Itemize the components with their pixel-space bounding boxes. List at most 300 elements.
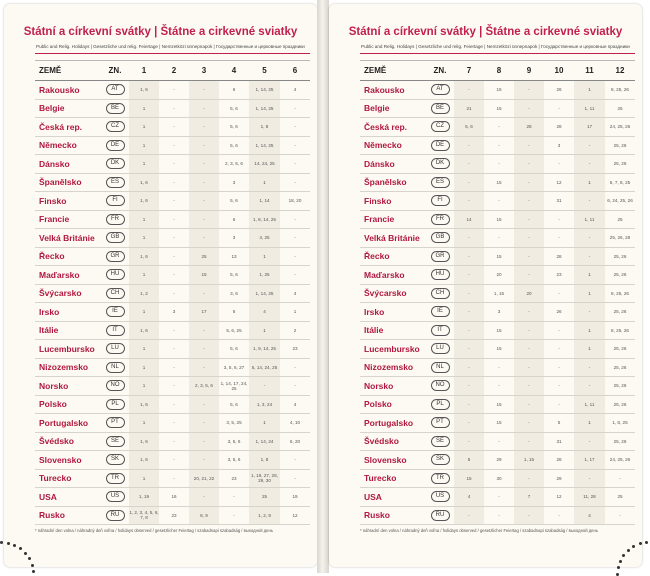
holiday-dates-cell: 12 (544, 488, 574, 507)
holiday-dates-cell: - (189, 451, 219, 470)
holiday-dates-cell: - (574, 192, 605, 211)
holiday-dates-cell: - (189, 155, 219, 174)
holiday-dates-cell: 21 (454, 99, 484, 118)
holiday-dates-cell: - (189, 321, 219, 340)
holiday-dates-cell: 25 (249, 488, 280, 507)
country-name: Velká Británie (35, 229, 101, 248)
corner-dot (617, 566, 620, 569)
table-row (35, 432, 310, 451)
holiday-dates-cell: 31 (544, 192, 574, 211)
holiday-dates-cell: 4 (454, 488, 484, 507)
holiday-dates-cell: 2, 3, 5, 6 (189, 377, 219, 396)
footnote: * náhradní den volna / náhradný deň voľna / holidays observed / gesetzlicher Feiertag / szabadnapi szabadság / выходной день (360, 528, 599, 533)
holiday-dates-cell: - (159, 210, 189, 229)
table-row (360, 414, 635, 433)
country-name: Španělsko (360, 173, 426, 192)
holiday-dates-cell: 28 (544, 451, 574, 470)
country-name: Itálie (35, 321, 101, 340)
holiday-dates-cell: 1, 11 (574, 395, 605, 414)
holiday-dates-cell: 2, 3, 5, 6 (219, 155, 249, 174)
country-code-badge: SE (106, 436, 125, 447)
holiday-dates-cell: - (454, 303, 484, 322)
table-row (360, 340, 635, 359)
holiday-dates-cell: 5 (454, 451, 484, 470)
holiday-dates-cell: 1, 8 (249, 118, 280, 137)
holiday-dates-cell: 1, 8, 25 (605, 414, 635, 433)
holiday-dates-cell: - (605, 506, 635, 525)
holiday-dates-cell: - (159, 99, 189, 118)
corner-dot (13, 544, 16, 547)
country-code-badge: RU (431, 510, 450, 521)
country-code-badge: NL (106, 362, 125, 373)
holiday-dates-cell: 6, 20 (280, 432, 310, 451)
holiday-dates-cell: - (189, 340, 219, 359)
holiday-dates-cell: 1 (129, 99, 159, 118)
holiday-dates-cell: 3, 5, 25 (219, 414, 249, 433)
holiday-dates-cell: - (159, 358, 189, 377)
holiday-dates-cell: 8, 9 (189, 506, 219, 525)
country-name: Portugalsko (360, 414, 426, 433)
holiday-dates-cell: 1, 14 (249, 192, 280, 211)
holiday-dates-cell: - (514, 469, 544, 488)
holiday-dates-cell: 5, 6 (454, 118, 484, 137)
holiday-dates-cell: 3 (219, 229, 249, 248)
holiday-dates-cell: - (574, 358, 605, 377)
holiday-dates-cell: - (574, 377, 605, 396)
holiday-table-jan-jun (35, 60, 310, 525)
holiday-dates-cell: 31 (544, 432, 574, 451)
country-name: USA (35, 488, 101, 507)
holiday-dates-cell: 1 (249, 247, 280, 266)
table-row (35, 118, 310, 137)
table-row (35, 469, 310, 488)
country-code-badge: IT (106, 325, 125, 336)
country-code-badge: BE (106, 103, 125, 114)
holiday-dates-cell: 4, 10 (280, 414, 310, 433)
country-code-cell (426, 414, 454, 433)
holiday-dates-cell: 1, 6 (129, 395, 159, 414)
holiday-dates-cell: 1, 6 (129, 247, 159, 266)
country-name: Itálie (360, 321, 426, 340)
corner-dot (31, 564, 34, 567)
country-code-badge: FR (106, 214, 125, 225)
holiday-dates-cell: - (454, 432, 484, 451)
holiday-dates-cell: 8, 25, 26 (605, 284, 635, 303)
country-name: Řecko (360, 247, 426, 266)
table-row (360, 266, 635, 285)
country-code-cell (426, 432, 454, 451)
corner-dot (28, 557, 31, 560)
holiday-dates-cell: 3, 5, 6 (219, 451, 249, 470)
column-header-month: 3 (189, 61, 219, 81)
holiday-dates-cell: - (280, 118, 310, 137)
table-row (35, 488, 310, 507)
table-row (35, 266, 310, 285)
holiday-dates-cell: - (484, 118, 514, 137)
holiday-dates-cell: - (454, 414, 484, 433)
corner-dots-right (608, 520, 650, 573)
right-page (329, 4, 642, 567)
table-row (35, 210, 310, 229)
holiday-dates-cell: - (514, 266, 544, 285)
holiday-dates-cell: 4 (280, 395, 310, 414)
country-code-cell (101, 358, 129, 377)
holiday-dates-cell: 15 (484, 210, 514, 229)
holiday-dates-cell: 1, 2, 3, 4, 5, 6, 7, 8 (129, 506, 159, 525)
holiday-dates-cell: - (454, 321, 484, 340)
holiday-dates-cell: 25, 26 (605, 358, 635, 377)
holiday-dates-cell: 1 (249, 321, 280, 340)
holiday-dates-cell: 1 (129, 340, 159, 359)
holiday-dates-cell: - (514, 210, 544, 229)
table-row (360, 210, 635, 229)
column-header-month: 1 (129, 61, 159, 81)
holiday-dates-cell: - (280, 155, 310, 174)
holiday-dates-cell: - (189, 99, 219, 118)
holiday-dates-cell: - (454, 229, 484, 248)
holiday-dates-cell: 25, 26 (605, 303, 635, 322)
country-name: Dánsko (35, 155, 101, 174)
holiday-dates-cell: - (159, 469, 189, 488)
country-code-cell (101, 173, 129, 192)
country-code-cell (101, 155, 129, 174)
holiday-dates-cell: - (159, 377, 189, 396)
holiday-dates-cell: - (159, 284, 189, 303)
holiday-dates-cell: - (484, 192, 514, 211)
holiday-dates-cell: 1, 6 (129, 192, 159, 211)
column-header-month: 6 (280, 61, 310, 81)
country-code-badge: ES (431, 177, 450, 188)
country-code-cell (101, 192, 129, 211)
country-name: Velká Británie (360, 229, 426, 248)
page-subtitle: Public and Relig. Holidays | Gesetzliche und relig. Feiertage | Nemzetközi ünnepnapok | Государственные и церковные праздники (361, 44, 630, 49)
holiday-dates-cell: 1, 6 (129, 432, 159, 451)
table-row (360, 229, 635, 248)
holiday-dates-cell: 25, 26 (605, 155, 635, 174)
country-code-badge: GR (106, 251, 125, 262)
country-code-badge: ES (106, 177, 125, 188)
country-code-cell (426, 155, 454, 174)
holiday-dates-cell: 25, 26 (605, 247, 635, 266)
holiday-dates-cell: - (454, 173, 484, 192)
country-name: Lucembursko (35, 340, 101, 359)
holiday-dates-cell: - (280, 229, 310, 248)
holiday-dates-cell: 25, 26 (605, 395, 635, 414)
country-name: Irsko (360, 303, 426, 322)
holiday-dates-cell: 4 (280, 81, 310, 100)
holiday-dates-cell: - (280, 99, 310, 118)
table-row (360, 99, 635, 118)
holiday-dates-cell: 1, 6 (129, 321, 159, 340)
holiday-dates-cell: 12 (280, 506, 310, 525)
country-code-cell (426, 192, 454, 211)
holiday-dates-cell: 5, 6 (219, 136, 249, 155)
page-subtitle: Public and Relig. Holidays | Gesetzliche und relig. Feiertage | Nemzetközi ünnepnapok | Государственные и церковные праздники (36, 44, 305, 49)
country-code-cell (101, 210, 129, 229)
holiday-dates-cell: 1, 14, 25 (249, 99, 280, 118)
country-code-cell (426, 506, 454, 525)
table-row (35, 303, 310, 322)
holiday-dates-cell: 29 (544, 469, 574, 488)
holiday-dates-cell: - (544, 358, 574, 377)
holiday-dates-cell: 1, 14, 25 (249, 136, 280, 155)
table-row (35, 377, 310, 396)
holiday-dates-cell: 3 (484, 303, 514, 322)
holiday-dates-cell: 23 (219, 469, 249, 488)
holiday-dates-cell: - (454, 266, 484, 285)
country-code-cell (426, 469, 454, 488)
holiday-dates-cell: 1, 14, 17, 24, 25 (219, 377, 249, 396)
holiday-dates-cell: 1 (129, 266, 159, 285)
holiday-dates-cell: - (159, 321, 189, 340)
holiday-dates-cell: 5, 14, 24, 25 (249, 358, 280, 377)
holiday-dates-cell: - (514, 81, 544, 100)
holiday-dates-cell: 1, 19 (129, 488, 159, 507)
country-code-cell (101, 247, 129, 266)
holiday-dates-cell: 1 (129, 210, 159, 229)
table-row (35, 136, 310, 155)
column-header-country: ZEMĚ (35, 61, 101, 81)
holiday-dates-cell: 7 (514, 488, 544, 507)
holiday-dates-cell: 17 (189, 303, 219, 322)
country-code-badge: DE (431, 140, 450, 151)
holiday-dates-cell: - (484, 506, 514, 525)
holiday-dates-cell: - (484, 358, 514, 377)
holiday-dates-cell: - (605, 469, 635, 488)
holiday-dates-cell: - (544, 321, 574, 340)
holiday-dates-cell: - (189, 488, 219, 507)
holiday-dates-cell: 15 (189, 266, 219, 285)
holiday-dates-cell: - (189, 81, 219, 100)
holiday-dates-cell: 6, 7, 8, 25 (605, 173, 635, 192)
country-name: Nizozemsko (35, 358, 101, 377)
column-header-month: 10 (544, 61, 574, 81)
holiday-dates-cell: 3, 5, 6 (219, 432, 249, 451)
holiday-dates-cell: 1 (129, 358, 159, 377)
country-code-badge: TR (431, 473, 450, 484)
country-name: Norsko (360, 377, 426, 396)
holiday-dates-cell: - (280, 266, 310, 285)
holiday-dates-cell: 1, 11 (574, 99, 605, 118)
country-code-cell (426, 229, 454, 248)
country-code-badge: AT (431, 84, 450, 95)
country-code-cell (426, 377, 454, 396)
book-spine (317, 0, 329, 573)
country-name: Polsko (360, 395, 426, 414)
table-row (35, 247, 310, 266)
holiday-dates-cell: 1 (129, 229, 159, 248)
country-code-badge: LU (431, 343, 450, 354)
holiday-dates-cell: 1 (129, 136, 159, 155)
holiday-dates-cell: - (159, 432, 189, 451)
holiday-dates-cell: 3, 5, 6, 27 (219, 358, 249, 377)
corner-dot (19, 547, 22, 550)
country-code-badge: PT (106, 417, 125, 428)
corner-dot (622, 554, 625, 557)
holiday-dates-cell: - (574, 432, 605, 451)
country-code-cell (426, 321, 454, 340)
country-code-badge: DE (106, 140, 125, 151)
corner-dots-left (0, 520, 40, 573)
holiday-dates-cell: - (544, 229, 574, 248)
country-code-cell (101, 506, 129, 525)
holiday-dates-cell: - (544, 155, 574, 174)
country-code-badge: IE (431, 306, 450, 317)
country-code-cell (426, 210, 454, 229)
country-code-badge: HU (431, 269, 450, 280)
table-row (360, 81, 635, 100)
country-code-badge: NO (106, 380, 125, 391)
country-code-cell (101, 488, 129, 507)
table-row (360, 284, 635, 303)
country-code-badge: NL (431, 362, 450, 373)
holiday-dates-cell: - (484, 488, 514, 507)
column-header-month: 5 (249, 61, 280, 81)
country-code-badge: GB (431, 232, 450, 243)
column-header-country: ZEMĚ (360, 61, 426, 81)
column-header-month: 12 (605, 61, 635, 81)
page-title: Státní a církevní svátky | Štátne a cirkevné sviatky (348, 26, 623, 38)
holiday-dates-cell: - (514, 136, 544, 155)
holiday-dates-cell: 5, 6 (219, 340, 249, 359)
table-row (35, 414, 310, 433)
country-code-cell (101, 229, 129, 248)
holiday-dates-cell: - (219, 506, 249, 525)
corner-dot (645, 541, 648, 544)
holiday-dates-cell: - (544, 340, 574, 359)
country-code-badge: US (431, 491, 450, 502)
country-name: Finsko (360, 192, 426, 211)
country-code-badge: PT (431, 417, 450, 428)
holiday-dates-cell: - (514, 229, 544, 248)
column-header-month: 4 (219, 61, 249, 81)
holiday-dates-cell: - (454, 377, 484, 396)
holiday-dates-cell: - (574, 247, 605, 266)
country-code-cell (101, 81, 129, 100)
holiday-dates-cell: 5, 6 (219, 266, 249, 285)
country-code-badge: IT (431, 325, 450, 336)
holiday-dates-cell: - (159, 173, 189, 192)
holiday-dates-cell: - (454, 358, 484, 377)
holiday-dates-cell: 20, 21, 22 (189, 469, 219, 488)
holiday-dates-cell: 23 (544, 266, 574, 285)
holiday-dates-cell: - (544, 506, 574, 525)
holiday-dates-cell: 1 (129, 155, 159, 174)
country-code-cell (101, 340, 129, 359)
table-row (35, 395, 310, 414)
table-row (35, 81, 310, 100)
holiday-dates-cell: 15 (484, 247, 514, 266)
country-code-badge: IE (106, 306, 125, 317)
holiday-dates-cell: - (159, 266, 189, 285)
holiday-dates-cell: - (574, 155, 605, 174)
holiday-dates-cell: - (189, 414, 219, 433)
column-header-month: 7 (454, 61, 484, 81)
country-code-cell (101, 321, 129, 340)
country-name: Slovensko (360, 451, 426, 470)
column-header-month: 2 (159, 61, 189, 81)
holiday-dates-cell: - (514, 303, 544, 322)
country-code-cell (426, 284, 454, 303)
country-name: Řecko (35, 247, 101, 266)
country-name: Turecko (35, 469, 101, 488)
holiday-dates-cell: - (544, 377, 574, 396)
table-row (35, 340, 310, 359)
holiday-dates-cell: 28 (544, 118, 574, 137)
holiday-dates-cell: 1, 8, 14, 25 (249, 210, 280, 229)
holiday-dates-cell: - (514, 155, 544, 174)
country-code-badge: PL (431, 399, 450, 410)
country-name: Dánsko (360, 155, 426, 174)
holiday-dates-cell: 15 (484, 173, 514, 192)
table-row (35, 173, 310, 192)
holiday-dates-cell: 12 (544, 173, 574, 192)
holiday-dates-cell: - (159, 340, 189, 359)
holiday-dates-cell: - (484, 432, 514, 451)
holiday-dates-cell: - (574, 469, 605, 488)
country-code-badge: US (106, 491, 125, 502)
country-code-cell (426, 395, 454, 414)
holiday-table-jul-dec (360, 60, 635, 525)
country-name: Švýcarsko (35, 284, 101, 303)
holiday-dates-cell: - (189, 358, 219, 377)
holiday-dates-cell: 1 (574, 414, 605, 433)
table-row (360, 136, 635, 155)
holiday-dates-cell: 25, 26 (605, 432, 635, 451)
table-row (360, 451, 635, 470)
holiday-dates-cell: 1, 14, 25 (249, 81, 280, 100)
table-row (35, 192, 310, 211)
holiday-dates-cell: 15 (484, 99, 514, 118)
holiday-dates-cell: - (514, 414, 544, 433)
country-code-badge: CH (106, 288, 125, 299)
holiday-dates-cell: 13 (219, 247, 249, 266)
country-name: Švédsko (35, 432, 101, 451)
holiday-dates-cell: 5, 6 (219, 192, 249, 211)
holiday-dates-cell: 1 (280, 303, 310, 322)
holiday-dates-cell: 1 (129, 469, 159, 488)
holiday-dates-cell: - (574, 136, 605, 155)
holiday-dates-cell: - (574, 229, 605, 248)
country-code-cell (101, 469, 129, 488)
holiday-dates-cell: 20 (514, 284, 544, 303)
country-name: Maďarsko (35, 266, 101, 285)
table-row (360, 469, 635, 488)
holiday-dates-cell: - (280, 377, 310, 396)
holiday-dates-cell: - (454, 192, 484, 211)
holiday-dates-cell: 18, 20 (280, 192, 310, 211)
holiday-dates-cell: - (454, 247, 484, 266)
holiday-dates-cell: - (454, 155, 484, 174)
holiday-dates-cell: 4 (280, 284, 310, 303)
country-code-badge: DK (431, 158, 450, 169)
holiday-dates-cell: - (484, 136, 514, 155)
country-code-badge: NO (431, 380, 450, 391)
holiday-dates-cell: 1, 3, 24 (249, 395, 280, 414)
country-name: Rusko (35, 506, 101, 525)
holiday-dates-cell: 1, 6 (129, 81, 159, 100)
holiday-dates-cell: 6 (219, 210, 249, 229)
country-name: Nizozemsko (360, 358, 426, 377)
holiday-dates-cell: 1, 19, 27, 28, 29, 30 (249, 469, 280, 488)
country-name: Rakousko (360, 81, 426, 100)
holiday-dates-cell: - (249, 377, 280, 396)
country-name: Maďarsko (360, 266, 426, 285)
country-code-cell (101, 136, 129, 155)
country-code-badge: LU (106, 343, 125, 354)
holiday-dates-cell: - (454, 340, 484, 359)
holiday-dates-cell: - (280, 136, 310, 155)
